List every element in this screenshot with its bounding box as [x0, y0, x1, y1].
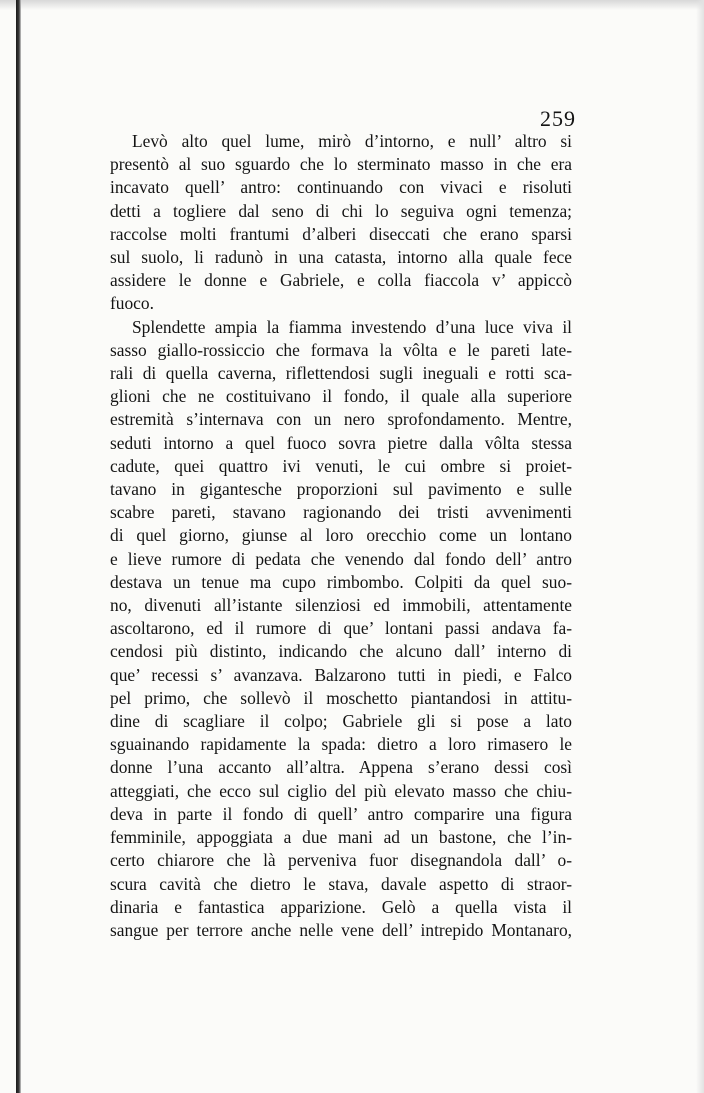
page-number: 259	[540, 106, 576, 131]
text-line: atteggiati, che ecco sul ciglio del più elevato masso che chiu-	[110, 780, 572, 801]
text-line: estremità s’internava con un nero sprofondamento. Mentre,	[110, 409, 572, 430]
page-top-shadow	[0, 0, 704, 10]
text-line: Splendette ampia la fiamma investendo d’una luce viva il	[132, 316, 572, 337]
paragraph-2	[110, 316, 572, 942]
body-text	[110, 130, 572, 942]
book-binding-edge	[16, 0, 21, 1093]
text-line: seduti intorno a quel fuoco sovra pietre dalla vôlta stessa	[110, 432, 572, 453]
text-line: dine di scagliare il colpo; Gabriele gli si pose a lato	[110, 711, 572, 732]
text-line: tavano in gigantesche proporzioni sul pavimento e sulle	[110, 479, 572, 500]
text-line: assidere le donne e Gabriele, e colla fiaccola v’ appiccò	[110, 270, 572, 291]
text-line: donne l’una accanto all’altra. Appena s’erano dessi così	[110, 757, 572, 778]
text-line: no, divenuti all’istante silenziosi ed immobili, attentamente	[110, 595, 572, 616]
text-line: sguainando rapidamente la spada: dietro a loro rimasero le	[110, 734, 572, 755]
paragraph-1	[110, 130, 572, 316]
text-line: rali di quella caverna, riflettendosi sugli ineguali e rotti sca-	[110, 363, 572, 384]
text-line: Levò alto quel lume, mirò d’intorno, e null’ altro si	[132, 131, 572, 151]
text-line: pel primo, che sollevò il moschetto piantandosi in attitu-	[110, 687, 572, 708]
text-line: scura cavità che dietro le stava, davale aspetto di straor-	[110, 873, 572, 894]
text-line: sasso giallo-rossiccio che formava la vôlta e le pareti late-	[110, 339, 572, 360]
text-line: di quel giorno, giunse al loro orecchio come un lontano	[110, 525, 572, 546]
page-right-shadow	[696, 0, 704, 1093]
text-line: scabre pareti, stavano ragionando dei tristi avvenimenti	[110, 502, 572, 523]
text-line: glioni che ne costituivano il fondo, il quale alla superiore	[110, 386, 572, 407]
text-line: certo chiarore che là perveniva fuor disegnandola dall’ o-	[110, 850, 572, 871]
text-line: raccolse molti frantumi d’alberi diseccati che erano sparsi	[110, 223, 572, 244]
text-line: cendosi più distinto, indicando che alcuno dall’ interno di	[110, 641, 572, 662]
text-line: que’ recessi s’ avanzava. Balzarono tutti in piedi, e Falco	[110, 664, 572, 685]
text-line: cadute, quei quattro ivi venuti, le cui ombre si proiet-	[110, 455, 572, 476]
text-line: dinaria e fantastica apparizione. Gelò a quella vista il	[110, 896, 572, 917]
text-line: fuoco.	[110, 293, 154, 314]
text-line: femminile, appoggiata a due mani ad un bastone, che l’in-	[110, 827, 572, 848]
text-line: detti a togliere dal seno di chi lo seguiva ogni temenza;	[110, 200, 572, 221]
text-line: presentò al suo sguardo che lo sterminato masso in che era	[110, 154, 572, 175]
text-line: e lieve rumore di pedata che venendo dal fondo dell’ antro	[110, 548, 572, 569]
text-line: ascoltarono, ed il rumore di que’ lontani passi andava fa-	[110, 618, 572, 639]
text-line: sangue per terrore anche nelle vene dell’ intrepido Montanaro,	[110, 919, 572, 940]
text-line: destava un tenue ma cupo rimbombo. Colpiti da quel suo-	[110, 571, 572, 592]
text-line: sul suolo, li radunò in una catasta, intorno alla quale fece	[110, 247, 572, 268]
text-line: deva in parte il fondo di quell’ antro comparire una figura	[110, 803, 572, 824]
text-line: incavato quell’ antro: continuando con vivaci e risoluti	[110, 177, 572, 198]
